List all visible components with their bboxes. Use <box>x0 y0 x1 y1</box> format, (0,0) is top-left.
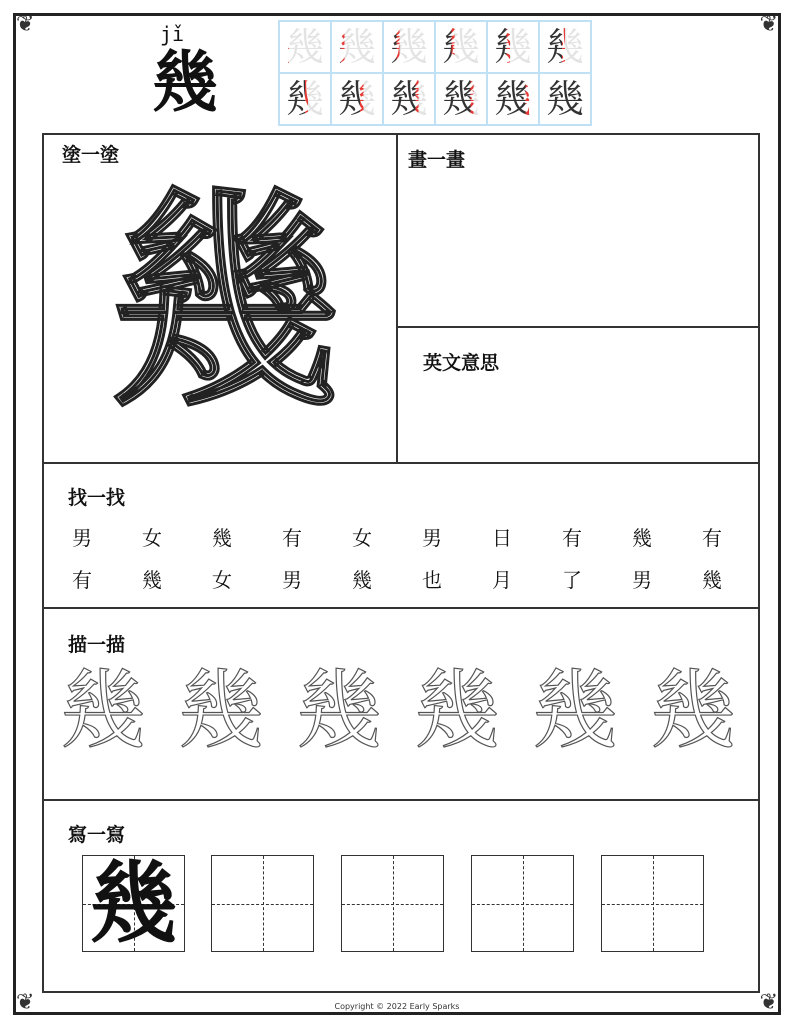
pinyin: jǐ <box>160 22 185 46</box>
trace-character[interactable]: 幾 <box>650 661 736 761</box>
stroke-step-5 <box>487 21 539 73</box>
copyright: Copyright © 2022 Early Sparks <box>334 1002 460 1011</box>
find-character[interactable]: 幾 <box>352 568 372 592</box>
stroke-step-7 <box>279 73 331 125</box>
trace-character[interactable]: 幾 <box>178 661 264 761</box>
write-section-title: 寫一寫 <box>68 824 126 846</box>
find-character[interactable]: 女 <box>352 526 372 550</box>
stroke-step-2 <box>331 21 383 73</box>
stroke-step-character: 幾 <box>389 25 428 69</box>
stroke-step-character: 幾 <box>493 25 532 69</box>
draw-section-title: 畫一畫 <box>408 149 466 171</box>
stroke-step-character: 幾 <box>493 77 532 121</box>
find-character[interactable]: 男 <box>632 568 652 592</box>
stroke-step-character: 幾 <box>389 77 428 121</box>
find-character[interactable]: 幾 <box>702 568 722 592</box>
find-character[interactable]: 幾 <box>142 568 162 592</box>
stroke-step-8 <box>331 73 383 125</box>
find-row <box>72 522 772 551</box>
trace-character[interactable]: 幾 <box>532 661 618 761</box>
find-character[interactable]: 有 <box>562 526 582 550</box>
writing-box[interactable] <box>341 855 444 952</box>
find-character[interactable]: 男 <box>422 526 442 550</box>
stroke-step-1 <box>279 21 331 73</box>
writing-box[interactable] <box>601 855 704 952</box>
stroke-step-11 <box>487 73 539 125</box>
stroke-step-character: 幾 <box>285 25 324 69</box>
find-character[interactable]: 女 <box>142 526 162 550</box>
trace-section-title: 描一描 <box>68 634 126 656</box>
stroke-step-character: 幾 <box>337 77 376 121</box>
divider <box>42 799 760 801</box>
find-character[interactable]: 幾 <box>212 526 232 550</box>
find-section-title: 找一找 <box>68 487 126 509</box>
find-row <box>72 564 772 593</box>
stroke-step-9 <box>383 73 435 125</box>
english-meaning-title: 英文意思 <box>423 352 500 374</box>
stroke-step-3 <box>383 21 435 73</box>
stroke-step-12 <box>539 73 591 125</box>
stroke-step-4 <box>435 21 487 73</box>
stroke-step-character: 幾 <box>441 25 480 69</box>
find-character[interactable]: 女 <box>212 568 232 592</box>
coloring-character[interactable]: 幾 <box>110 171 341 438</box>
stroke-step-10 <box>435 73 487 125</box>
find-character[interactable]: 有 <box>702 526 722 550</box>
find-character[interactable]: 日 <box>492 526 512 550</box>
stroke-step-character: 幾 <box>441 77 480 121</box>
model-character: 幾 <box>89 851 178 955</box>
stroke-step-6 <box>539 21 591 73</box>
trace-character[interactable]: 幾 <box>60 661 146 761</box>
divider <box>42 462 760 464</box>
stroke-step-character: 幾 <box>545 77 584 121</box>
find-character[interactable]: 有 <box>282 526 302 550</box>
find-character[interactable]: 有 <box>72 568 92 592</box>
find-character[interactable]: 男 <box>282 568 302 592</box>
find-character[interactable]: 男 <box>72 526 92 550</box>
stroke-step-character: 幾 <box>545 25 584 69</box>
divider <box>396 326 760 328</box>
divider <box>42 607 760 609</box>
main-character: 幾 <box>152 44 218 121</box>
divider <box>396 133 398 462</box>
stroke-step-character: 幾 <box>337 25 376 69</box>
corner-ornament-icon: ❦ <box>759 990 778 1015</box>
corner-ornament-icon: ❦ <box>16 990 35 1015</box>
trace-character[interactable]: 幾 <box>414 661 500 761</box>
stroke-order-grid <box>278 20 592 126</box>
writing-box[interactable] <box>471 855 574 952</box>
writing-box-model <box>82 851 185 955</box>
stroke-step-character: 幾 <box>285 77 324 121</box>
writing-box[interactable] <box>211 855 314 952</box>
corner-ornament-icon: ❦ <box>759 12 778 37</box>
corner-ornament-icon: ❦ <box>16 12 35 37</box>
trace-character[interactable]: 幾 <box>296 661 382 761</box>
find-character[interactable]: 了 <box>562 568 582 592</box>
find-character[interactable]: 也 <box>422 568 442 592</box>
find-character[interactable]: 月 <box>492 568 512 592</box>
color-section-title: 塗一塗 <box>62 144 120 166</box>
find-character[interactable]: 幾 <box>632 526 652 550</box>
